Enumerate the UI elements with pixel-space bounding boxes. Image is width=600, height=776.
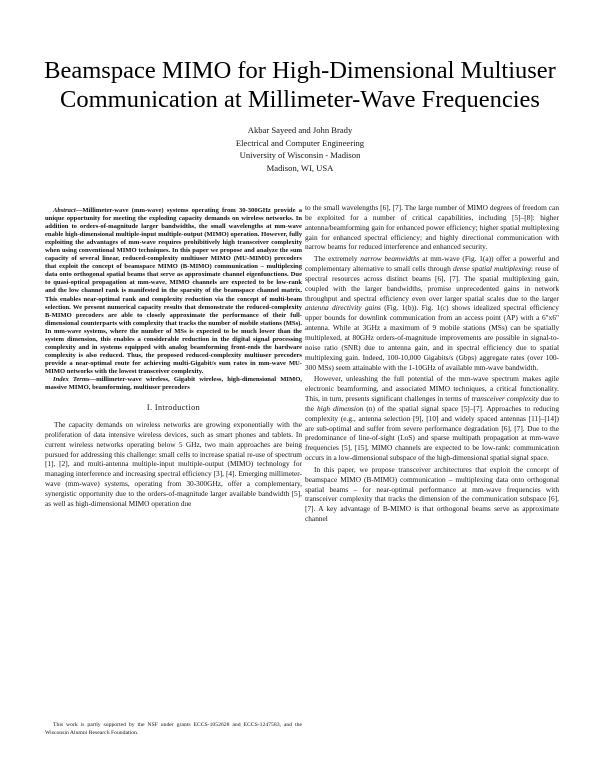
right-paragraph-4: In this paper, we propose transceiver architectures that exploit the concept of beamspace MIMO (B-MIMO) communication – multiplexing data onto orthogonal spatial beams – for near-optimal performance at mm-wave frequencies with transceiver complexity that tracks the dimension of the communication subspace [6], [7]. A key advantage of B-MIMO is that orthogonal beams serve as approximate channel	[305, 464, 559, 524]
abstract	[45, 207, 302, 392]
abstract-text: —Millimeter-wave (mm-wave) systems operating from 30-300GHz provide a unique opportunity for meeting the exploding capacity demands on wireless networks. In addition to orders-of-magnitude larger bandwidths, the small wavelengths at mm-wave enable high-dimensional multiple-input multiple-output (MIMO) operation. However, fully exploiting the advantages of mm-wave requires prohibitively high transceiver complexity when using conventional MIMO techniques. In this paper we propose and analyze the sum capacity of several linear, reduced-complexity multiuser MIMO (MU-MIMO) precoders that exploit the concept of beamspace MIMO (B-MIMO) communication – multiplexing data onto orthogonal spatial beams that serve as approximate channel eigenfunctions. Due to quasi-optical propagation at mm-wave, MIMO channels are expected to be low-rank and the low channel rank is manifested in the sparsity of the beamspace channel matrix. This enables near-optimal rank and complexity reduction via the concept of multi-beam selection. We present numerical capacity results that demonstrate the reduced-complexity B-MIMO precoders are able to closely approximate the performance of their full-dimensional counterparts with complexity that tracks the number of mobile stations (MSs). In mm-wave systems, where the number of MSs is expected to be much lower than the system dimension, this enables a considerable reduction in the digital signal processing complexity and in systems equipped with analog beamforming front-ends the hardware complexity is also reduced. Thus, the proposed reduced-complexity multiuser precoders provide a near-optimal route for achieving multi-Gigabit/s sum rates in mm-wave MU-MIMO networks with the lowest transceiver complexity.	[45, 207, 302, 375]
introduction-body	[45, 420, 302, 509]
title-line-1: Beamspace MIMO for High-Dimensional Multiuser	[44, 57, 556, 84]
author-block	[100, 124, 500, 174]
right-paragraph-2: The extremely narrow beamwidths at mm-wave (Fig. 1(a)) offer a powerful and complementary alternative to small cells through dense spatial multiplexing: reuse of spectral resources across distinct beams [6], [7]. The spatial multiplexing gain, coupled with the larger bandwidths, promise unprecedented gains in network throughput and spectral efficiency even over larger spatial scales due to the larger antenna directivity gains (Fig. 1(b)). Fig. 1(c) shows idealized spectral efficiency upper bounds for downlink communication from an access point (AP) with a 6"x6" antenna. While at 3GHz a maximum of 9 mobile stations (MSs) can be spatially multiplexed, at 80GHz orders-of-magnitude improvements are possible in signal-to-noise ratio (SNR) due to antenna gain, and in spectral efficiency due to spatial multiplexing gain. Indeed, 100-10,000 Gigabits/s (Gbps) aggregate rates (over 100-300 MSs) seem attainable with the 1-10GHz of available mm-wave bandwidth.	[305, 254, 559, 372]
right-paragraph-1: to the small wavelengths [6], [7]. The large number of MIMO degrees of freedom can be exploited for a number of critical capabilities, including [5]–[8]: higher antenna/beamforming gain for enhanced power efficiency; higher spatial multiplexing gain for enhanced spectral efficiency; and highly directional communication with narrow beams for reduced interference and enhanced security.	[305, 203, 559, 252]
index-terms-label: Index Terms	[53, 375, 90, 383]
footnote-text: This work is partly supported by the NSF under grants ECCS-1052628 and ECCS-1247583, and the Wisconsin Alumni Research Foundation.	[45, 722, 302, 736]
title-line-2: Communication at Millimeter-Wave Frequencies	[60, 86, 540, 113]
author-university: University of Wisconsin - Madison	[239, 150, 361, 160]
footnote	[45, 721, 302, 737]
author-department: Electrical and Computer Engineering	[235, 137, 365, 148]
right-column	[305, 203, 559, 524]
paper-title	[20, 56, 580, 114]
author-names: Akbar Sayeed and John Brady	[247, 125, 353, 135]
author-location: Madison, WI, USA	[266, 162, 334, 173]
intro-paragraph-1: The capacity demands on wireless networks are growing exponentially with the proliferation of data intensive wireless devices, such as smart phones and tablets. In current wireless networks operating below 5 GHz, two main approaches are being pursued for addressing this challenge: small cells to increase spatial re-use of spectrum [1], [2], and multi-antenna multiple-input multiple-output (MIMO) technology for managing interference and increasing spectral efficiency [3], [4]. Emerging millimeter-wave (mm-wave) systems, operating from 30-300GHz, offer a complementary, synergistic opportunity due to the orders-of-magnitude larger available bandwidth [5], as well as high-dimensional MIMO operation due	[45, 420, 302, 508]
section-heading-introduction: I. Introduction	[146, 403, 201, 413]
left-column	[45, 207, 302, 509]
abstract-label: Abstract	[53, 207, 76, 214]
right-paragraph-3: However, unleashing the full potential of the mm-wave spectrum makes agile electronic beamforming, and associated MIMO techniques, a critical functionality. This, in turn, presents significant challenges in terms of transceiver complexity due to the high dimension (n) of the spatial signal space [5]–[7]. Approaches to reducing complexity (e.g., antenna selection [9], [10] and widely spaced antennas [11]–[14]) are sub-optimal and suffer from severe performance degradation [6], [7]. Due to the predominance of line-of-sight (LoS) and sparse multipath propagation at mm-wave frequencies [5], [15], MIMO channels are expected to be low-rank: communication occurs in a low-dimensional subspace of the high-dimensional spatial signal space.	[305, 374, 559, 463]
index-terms-text: —millimeter-wave wireless, Gigabit wireless, high-dimensional MIMO, massive MIMO, beamforming, multiuser precoders	[45, 375, 302, 392]
